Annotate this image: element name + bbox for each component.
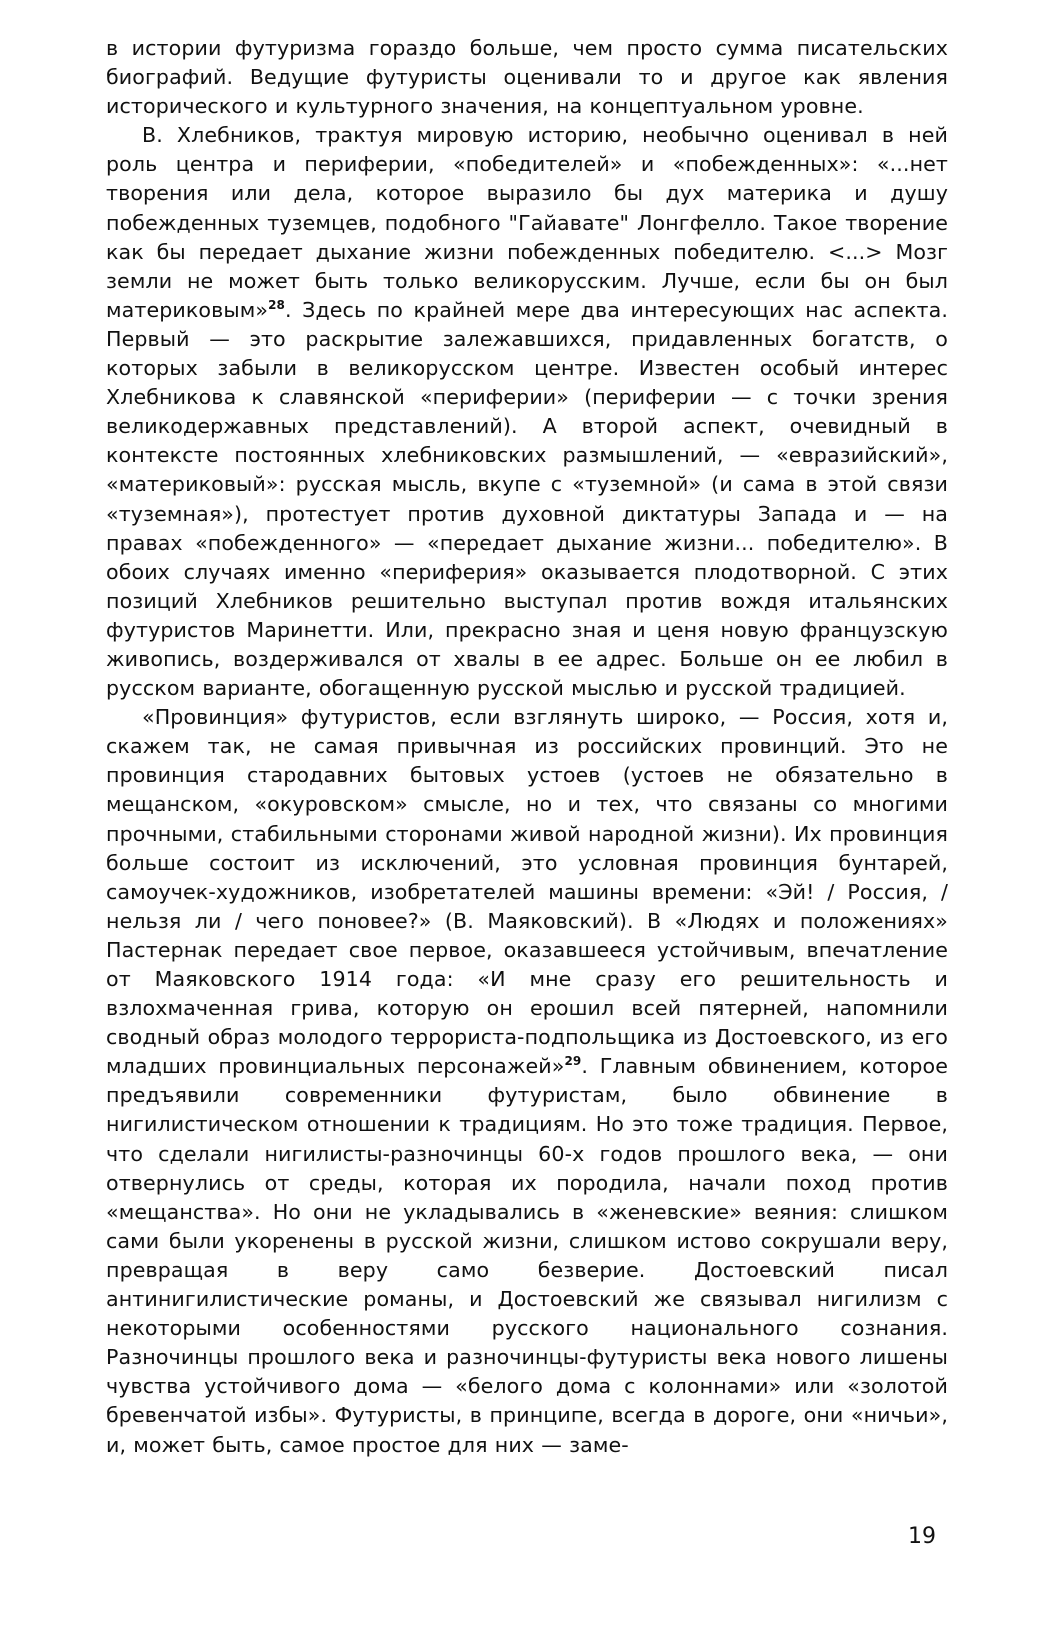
paragraph-2-text-a: В. Хлебников, трактуя мировую историю, необычно оценивал в ней роль центра и периферии, «победителей» и «побежденных»: «...нет творения или дела, которое выразило бы дух материка и душу побежденных туземцев, подобного "Гайавате" Лонгфелло. Такое творение как бы передает дыхание жизни побежденных победителю. <...> Мозг земли не может быть только великорусским. Лучше, если бы он был материковым» bbox=[106, 123, 948, 322]
paragraph-1-text: в истории футуризма гораздо больше, чем просто сумма писательских биографий. Ведущие футуристы оценивали то и другое как явления исторического и культурного значения, на концептуальном уровне. bbox=[106, 36, 948, 119]
paragraph-3 bbox=[106, 703, 948, 1459]
paragraph-1 bbox=[106, 34, 948, 121]
paragraph-2 bbox=[106, 121, 948, 703]
paragraph-3-text-b: . Главным обвинением, которое предъявили современники футуристам, было обвинение в нигилистическом отношении к традициям. Но это тоже традиция. Первое, что сделали нигилисты-разночинцы 60-х годов прошлого века, — они отвернулись от среды, которая их породила, начали поход против «мещанства». Но они не укладывались в «женевские» веяния: слишком сами были укоренены в русской жизни, слишком истово сокрушали веру, превращая в веру само безверие. Достоевский писал антинигилистические романы, и Достоевский же связывал нигилизм с некоторыми особенностями русского национального сознания. Разночинцы прошлого века и разночинцы-футуристы века нового лишены чувства устойчивого дома — «белого дома с колоннами» или «золотой бревенчатой избы». Футуристы, в принципе, всегда в дороге, они «ничьи», и, может быть, самое простое для них — заме- bbox=[106, 1054, 948, 1457]
body-text bbox=[106, 34, 948, 1460]
paragraph-2-text-b: . Здесь по крайней мере два интересующих нас аспекта. Первый — это раскрытие залежавшихся, придавленных богатств, о которых забыли в великорусском центре. Известен особый интерес Хлебникова к славянской «периферии» (периферии — с точки зрения великодержавных представлений). А второй аспект, очевидный в контексте постоянных хлебниковских размышлений, — «евразийский», «материковый»: русская мысль, вкупе с «туземной» (и сама в этой связи «туземная»), протестует против духовной диктатуры Запада и — на правах «побежденного» — «передает дыхание жизни... победителю». В обоих случаях именно «периферия» оказывается плодотворной. С этих позиций Хлебников решительно выступал против вождя итальянских футуристов Маринетти. Или, прекрасно зная и ценя новую французскую живопись, воздерживался от хвалы в ее адрес. Больше он ее любил в русском варианте, обогащенную русской мыслью и русской традицией. bbox=[106, 297, 948, 701]
footnote-ref-28: 28 bbox=[268, 297, 285, 312]
book-page bbox=[106, 34, 948, 1614]
footnote-ref-29: 29 bbox=[564, 1054, 582, 1069]
page-number: 19 bbox=[908, 1524, 936, 1549]
paragraph-3-text-a: «Провинция» футуристов, если взглянуть широко, — Россия, хотя и, скажем так, не самая привычная из российских провинций. Это не провинция стародавних бытовых устоев (устоев не обязательно в мещанском, «окуровском» смысле, но и тех, что связаны со многими прочными, стабильными сторонами живой народной жизни). Их провинция больше состоит из исключений, это условная провинция бунтарей, самоучек-художников, изобретателей машины времени: «Эй! / Россия, / нельзя ли / чего поновее?» (В. Маяковский). В «Людях и положениях» Пастернак передает свое первое, оказавшееся устойчивым, впечатление от Маяковского 1914 года: «И мне сразу его решительность и взлохмаченная грива, которую он ерошил всей пятерней, напомнили сводный образ молодого террориста-подпольщика из Достоевского, из его младших провинциальных персонажей» bbox=[106, 705, 948, 1079]
